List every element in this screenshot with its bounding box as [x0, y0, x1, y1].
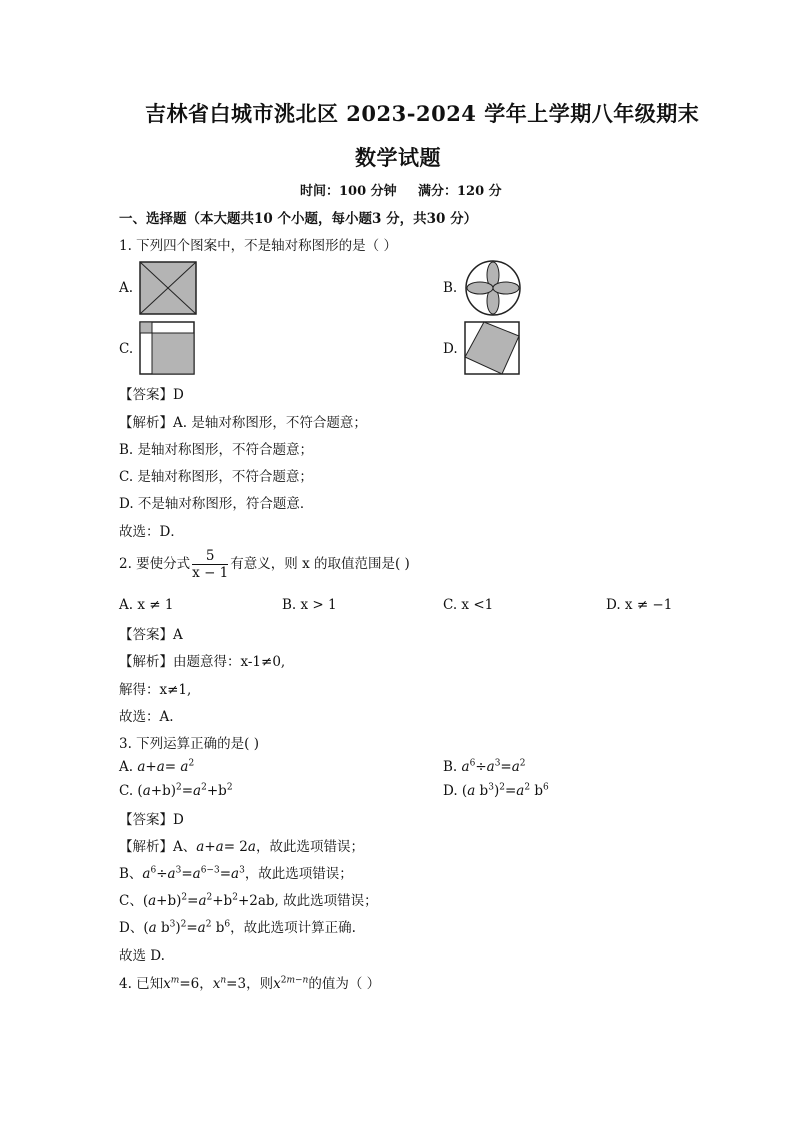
q1-figure-d-rotated-square-icon	[464, 321, 520, 375]
q1-analysis-line-3: C. 是轴对称图形，不符合题意；	[119, 469, 313, 485]
q2-frac-denominator: x − 1	[192, 565, 229, 581]
q3-analysis-line-5: 故选 D.	[119, 948, 165, 964]
q3-analysis-line-3: C、$(a+b)^2=a^2+b^2+2ab$, 故此选项错误；	[119, 892, 378, 909]
q2-fraction	[192, 548, 228, 581]
q1-analysis-line-1: 【解析】A. 是轴对称图形，不符合题意；	[119, 415, 367, 431]
q3-analysis-line-4: D、(a $b^3)^2=a^2$ $b^6$，故此选项计算正确.	[119, 919, 356, 936]
q1-stem: 1. 下列四个图案中，不是轴对称图形的是（ ）	[119, 238, 397, 254]
q2-option-c: C. x <1	[443, 597, 494, 613]
q2-stem	[119, 548, 410, 581]
q4-stem: 4. 已知$x^m=6$，$x^n=3$，则$x^{2m-n}$的值为（ ）	[119, 975, 381, 992]
q2-stem-post: 有意义，则 x 的取值范围是( )	[230, 556, 410, 572]
q3-option-a: A. $a+a= a^2$	[119, 758, 195, 775]
q3-analysis-line-2: B、$a^6\div a^3=a^{6-3}=a^3$，故此选项错误；	[119, 865, 353, 882]
q1-option-a-label: A.	[119, 280, 134, 296]
q1-analysis-line-2: B. 是轴对称图形，不符合题意；	[119, 442, 314, 458]
q3-stem: 3. 下列运算正确的是( )	[119, 736, 259, 752]
q1-answer: 【答案】D	[119, 387, 184, 403]
q2-analysis-line-2: 解得：x≠1,	[119, 682, 192, 698]
q3-option-b: B. $a^6\div a^3=a^2$	[443, 758, 526, 775]
q1-figure-b-flower-circle-icon	[464, 259, 522, 317]
q2-analysis-line-1: 【解析】由题意得：x-1≠0,	[119, 654, 286, 670]
q4-stem-post: 的值为（ ）	[308, 976, 381, 992]
q2-analysis-line-3: 故选：A.	[119, 709, 174, 725]
q1-analysis-line-4: D. 不是轴对称图形，符合题意．	[119, 496, 314, 512]
q3-option-c: C. $(a+b)^2=a^2+b^2$	[119, 782, 233, 799]
section-heading: 一、选择题（本大题共10 个小题，每小题3 分，共30 分）	[119, 211, 478, 227]
q1-option-c-label: C.	[119, 341, 134, 357]
q2-answer: 【答案】A	[119, 627, 183, 643]
title-line-2: 数学试题	[355, 145, 441, 170]
q4-stem-pre: 4. 已知	[119, 976, 164, 992]
q3-analysis-line-1: 【解析】A、a+a= 2a，故此选项错误；	[119, 839, 364, 855]
q2-frac-numerator: 5	[192, 548, 228, 565]
q2-stem-pre: 2. 要使分式	[119, 556, 191, 572]
q3-answer: 【答案】D	[119, 812, 184, 828]
q1-analysis-line-5: 故选：D．	[119, 524, 184, 540]
q3-option-d: D. (a $b^3)^2=a^2$ $b^6$	[443, 782, 549, 799]
q1-option-d-label: D.	[443, 341, 458, 357]
title-line-1: 吉林省白城市洮北区 2023-2024 学年上学期八年级期末	[145, 101, 700, 126]
q1-figure-a-square-cross-icon	[139, 261, 197, 315]
time-info: 时间：100 分钟	[300, 184, 397, 199]
q2-option-a: A. x ≠ 1	[119, 597, 174, 613]
q2-option-b: B. x > 1	[282, 597, 337, 613]
score-info: 满分：120 分	[418, 184, 502, 199]
q2-option-d: D. x ≠ −1	[606, 597, 673, 613]
q1-option-b-label: B.	[443, 280, 458, 296]
q1-figure-c-rect-blocks-icon	[139, 321, 195, 375]
